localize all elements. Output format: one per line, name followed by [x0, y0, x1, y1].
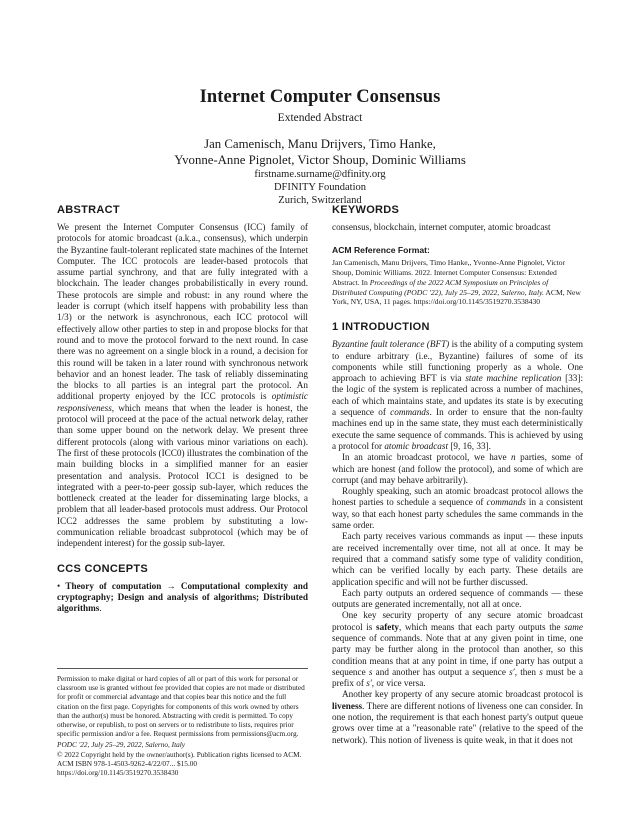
copyright-line: © 2022 Copyright held by the owner/author(s). Publication rights licensed to ACM.: [57, 749, 302, 759]
ccs-concepts: [57, 581, 308, 615]
reference-text-part: ACM, New York, NY, USA, 11 pages. https://doi.org/10.1145/3519270.3538430: [332, 287, 581, 307]
author-list: [0, 136, 640, 168]
intro-paragraph-7: [332, 689, 583, 745]
intro-paragraph-6: [332, 610, 583, 689]
author-organization: DFINITY Foundation: [273, 182, 367, 193]
ccs-bullet: •: [57, 580, 66, 591]
intro-variable: n: [511, 452, 516, 463]
intro-paragraph-4: Each party receives various commands as input — these inputs are received incrementally over time, not all at once. It may be required that a command satisfy some type of validity condition, which can be verified locally by each party. These details are application specific and will not be further discussed.: [332, 531, 583, 587]
intro-text: parties, some of which are honest (and follow the protocol), and some of which are corrupt (and may behave arbitrarily).: [332, 452, 583, 485]
intro-variable: s′: [509, 666, 515, 677]
keywords-text: consensus, blockchain, internet computer, atomic broadcast: [332, 222, 551, 232]
intro-text: is the ability of a computing system to endure arbitrary (i.e., Byzantine) failures of some of its components while still functioning properly as a whole. One approach to achieving BFT is via: [332, 339, 583, 384]
right-column: [332, 204, 583, 746]
intro-variable: s: [368, 666, 373, 677]
keywords-heading: KEYWORDS: [332, 204, 400, 216]
authors-line-2: Yvonne-Anne Pignolet, Victor Shoup, Dominic Williams: [174, 153, 466, 167]
intro-text: in a consistent way, so that each honest party schedules the same commands in the same order.: [332, 497, 583, 531]
intro-text: sequence of commands. Note that at any given point in time, one party may be further along in the protocol than another, so this condition means that at any point in time, if one party has output a sequence: [332, 633, 583, 677]
intro-emphasis: atomic broadcast: [384, 440, 449, 451]
intro-text: One key security property of any secure atomic broadcast protocol is: [332, 610, 583, 632]
abstract-text: [57, 222, 308, 550]
intro-emphasis: commands: [390, 407, 430, 418]
abstract-emphasis: optimistic responsiveness: [57, 391, 308, 413]
intro-emphasis: same: [564, 621, 583, 632]
intro-text: and another has output a sequence: [372, 666, 510, 677]
author-location: Zurich, Switzerland: [278, 195, 362, 206]
reference-format-heading: ACM Reference Format:: [332, 245, 430, 256]
ccs-end: .: [99, 603, 102, 614]
intro-text: . There are different notions of liveness one can consider. In one notion, the requirement is that each honest party's output queue grows over time at a "reasonable rate" (relative to the speed of the network). This notion of liveness is quite weak, in that it does not: [332, 700, 583, 745]
reference-venue: Proceedings of the 2022 ACM Symposium on Principles of Distributed Computing (PODC '22), July 25–29, 2022, Salerno, Italy.: [332, 277, 549, 297]
intro-text: Another key property of any secure atomic broadcast protocol is: [342, 689, 583, 700]
permission-text: Permission to make digital or hard copies of all or part of this work for personal or classroom use is granted without fee provided that copies are not made or distributed for profit or commercial advantage and that copies bear this notice and the full citation on the first page. Copyrights for components of this work owned by others than the author(s) must be honored. Abstracting with credit is permitted. To copy otherwise, or republish, to post on servers or to redistribute to lists, requires prior specific permission and/or a fee. Request permissions from permissions@acm.org.: [57, 674, 305, 739]
paper-header: [0, 86, 640, 207]
author-email: firstname.surname@dfinity.org: [254, 169, 386, 180]
intro-paragraph-2: [332, 452, 583, 486]
reference-text-part: Jan Camenisch, Manu Drijvers, Timo Hanke,, Yvonne-Anne Pignolet, Victor Shoup, Dominic Williams. 2022. Internet Computer Consensus: Extended Abstract. In: [332, 258, 566, 287]
abstract-text-part: , which means that when the leader is honest, the protocol will proceed at the pace of the actual network delay, rather than some upper bound on the network delay. We present three different protocols (along with various minor variations on each). The first of these protocols (ICC0) illustrates the combination of the main building blocks in a simplified manner for an easier presentation and analysis. Protocol ICC1 is designed to be integrated with a peer-to-peer gossip sub-layer, which reduces the bottleneck created at the leader for disseminating large blocks, a problem that all leader-based protocols must address. Our Protocol ICC2 addresses the same problem by substituting a low-communication reliable broadcast subprotocol (which may be of independent interest) for the gossip sub-layer.: [57, 402, 308, 549]
intro-variable: s: [539, 666, 543, 677]
ccs-concept-text: Theory of computation → Computational complexity and cryptography; Design and analysis of algorithms; Distributed algorithms: [57, 580, 308, 614]
intro-text: . In order to ensure that the non-faulty machines end up in the same state, they must each deterministically execute the same sequence of commands. This is achieved by using a protocol for: [332, 407, 583, 451]
paper-title: Internet Computer Consensus: [199, 87, 441, 107]
venue-text: PODC '22, July 25–29, 2022, Salerno, Italy: [57, 740, 186, 750]
intro-emphasis: Byzantine fault tolerance (BFT): [332, 339, 450, 350]
intro-variable: s′: [366, 678, 372, 689]
intro-emphasis: commands: [486, 497, 526, 508]
intro-text: In an atomic broadcast protocol, we have: [342, 452, 512, 463]
intro-text: , then: [514, 666, 540, 677]
intro-text: must be a prefix of: [332, 666, 583, 689]
doi-link[interactable]: https://doi.org/10.1145/3519270.3538430: [57, 768, 179, 778]
introduction-heading: 1 INTRODUCTION: [332, 321, 430, 334]
paper-subtitle: Extended Abstract: [277, 112, 363, 124]
intro-bold-term: safety: [376, 621, 399, 632]
intro-text: , or vice versa.: [371, 678, 426, 689]
reference-format-text: [332, 258, 583, 307]
intro-text: , which means that each party outputs the: [399, 621, 565, 632]
abstract-text-part: We present the Internet Computer Consensus (ICC) family of protocols for atomic broadcast (a.k.a., consensus), which underpin the Byzantine fault-tolerant replicated state machines of the Internet Computer. The ICC protocols are leader-based protocols that assume partial synchrony, and that are fully integrated with a blockchain. The leader changes probabilistically in every round. These protocols are simple and robust: in any round where the leader is corrupt (which itself happens with probability less than 1/3) or the network is asynchronous, each ICC protocol will effectively allow other parties to step in and propose blocks for that round and to move the protocol forward to the next round. In case there was no agreement on a single block in a round, a decision for this round will be taken in a later round with synchronous network behavior and an honest leader. The task of reliably disseminating the blocks to all parties is an integral part the protocol. An additional property enjoyed by the ICC protocols is: [57, 222, 308, 402]
intro-emphasis: state machine replication: [465, 373, 562, 384]
venue-line: [57, 740, 308, 749]
abstract-heading: ABSTRACT: [57, 204, 120, 216]
ccs-heading: CCS CONCEPTS: [57, 562, 148, 575]
intro-bold-term: liveness: [332, 700, 363, 711]
authors-line-1: Jan Camenisch, Manu Drijvers, Timo Hanke,: [204, 137, 436, 151]
intro-paragraph-1: [332, 339, 583, 452]
intro-text: Roughly speaking, such an atomic broadcast protocol allows the honest parties to schedule a sequence of: [332, 486, 583, 508]
left-column: [57, 204, 308, 615]
intro-paragraph-3: [332, 486, 583, 531]
intro-paragraph-5: Each party outputs an ordered sequence of commands — these outputs are generated incrementally, not all at once.: [332, 587, 583, 610]
permission-footnote: [57, 668, 308, 777]
isbn-line: ACM ISBN 978-1-4503-9262-4/22/07... $15.00: [57, 758, 198, 768]
intro-text: [9, 16, 33].: [448, 440, 491, 451]
intro-text: [33]: the logic of the system is replicated across a number of machines, each of which maintains state, and updates its state is by executing a sequence of: [332, 373, 584, 418]
